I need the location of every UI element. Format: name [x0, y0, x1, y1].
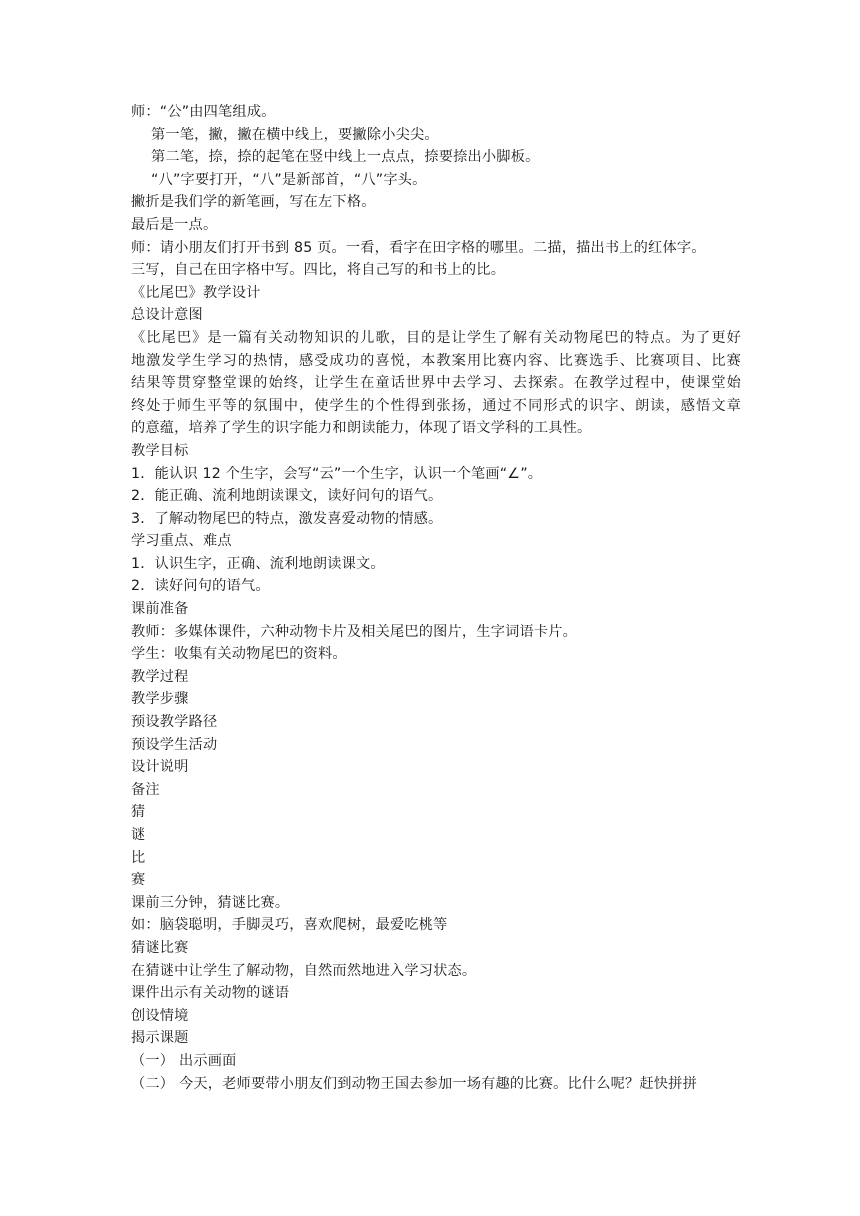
table-header-cell: 预设学生活动	[131, 736, 218, 753]
section-heading: 学习重点、难点	[131, 533, 232, 550]
list-item: 3．了解动物尾巴的特点，激发喜爱动物的情感。	[131, 510, 443, 527]
section-heading: 教学目标	[131, 442, 189, 459]
paragraph-line: 终处于师生平等的氛围中，使学生的个性得到张扬，通过不同形式的识字、朗读，感悟文章	[131, 397, 741, 414]
table-cell: 赛	[131, 872, 146, 889]
text-line: 三写，自己在田字格中写。四比，将自己写的和书上的比。	[131, 262, 506, 279]
text-line: 最后是一点。	[131, 216, 218, 233]
list-item: 2．读好问句的语气。	[131, 578, 270, 595]
paragraph-line: 地激发学生学习的热情，感受成功的喜悦，本教案用比赛内容、比赛选手、比赛项目、比赛	[131, 352, 741, 369]
paragraph-line: 的意蕴，培养了学生的识字能力和朗读能力，体现了语文学科的工具性。	[131, 420, 592, 437]
text-line: 第一笔，撇，撇在横中线上，要撇除小尖尖。	[151, 126, 439, 143]
section-title: 《比尾巴》教学设计	[131, 284, 261, 301]
design-intent-paragraph	[131, 327, 741, 440]
ordered-item	[131, 1050, 741, 1073]
table-header-cell: 备注	[131, 781, 160, 798]
ordered-marker: （一）	[131, 1052, 175, 1069]
document-body	[131, 101, 741, 1095]
list-item: 1．能认识 12 个生字，会写“云”一个生字，认识一个笔画“∠”。	[131, 465, 543, 482]
table-cell: 猜	[131, 804, 146, 821]
table-cell: 创设情境	[131, 1007, 189, 1024]
text-line: 学生：收集有关动物尾巴的资料。	[131, 646, 347, 663]
table-cell: 谜	[131, 827, 146, 843]
ordered-text: 今天，老师要带小朋友们到动物王国去参加一场有趣的比赛。比什么呢？赶快拼拼	[179, 1075, 697, 1092]
text-line: 第二笔，捺，捺的起笔在竖中线上一点点，捺要捺出小脚板。	[151, 149, 540, 166]
ordered-marker: （二）	[131, 1075, 175, 1092]
ordered-item	[131, 1073, 741, 1096]
text-line: 教师：多媒体课件，六种动物卡片及相关尾巴的图片，生字词语卡片。	[131, 623, 578, 640]
text-line: 师：请小朋友们打开书到 85 页。一看，看字在田字格的哪里。二描，描出书上的红体字。	[131, 239, 706, 256]
table-header-cell: 预设教学路径	[131, 714, 218, 731]
ordered-text: 出示画面	[179, 1052, 237, 1069]
paragraph-line: 《比尾巴》是一篇有关动物知识的儿歌，目的是让学生了解有关动物尾巴的特点。为了更好	[131, 329, 741, 346]
text-line: 师：“公”由四笔组成。	[131, 104, 276, 120]
text-line: 撇折是我们学的新笔画，写在左下格。	[131, 194, 376, 211]
table-cell: 比	[131, 849, 146, 866]
list-item: 2．能正确、流利地朗读课文，读好问句的语气。	[131, 488, 443, 505]
paragraph-line: 结果等贯穿整堂课的始终，让学生在童话世界中去学习、去探索。在教学过程中，使课堂始	[131, 375, 741, 392]
text-line: “八”字要打开，“八”是新部首，“八”字头。	[151, 171, 427, 188]
table-cell: 如：脑袋聪明，手脚灵巧，喜欢爬树，最爱吃桃等	[131, 917, 448, 934]
table-cell: 课前三分钟，猜谜比赛。	[131, 894, 290, 911]
section-heading: 总设计意图	[131, 307, 203, 324]
table-header-cell: 教学步骤	[131, 691, 189, 708]
section-heading: 课前准备	[131, 601, 189, 618]
table-cell: 揭示课题	[131, 1030, 189, 1047]
section-heading: 教学过程	[131, 668, 189, 685]
table-cell: 课件出示有关动物的谜语	[131, 985, 290, 1002]
table-cell: 在猜谜中让学生了解动物，自然而然地进入学习状态。	[131, 962, 477, 979]
table-cell: 猜谜比赛	[131, 939, 189, 956]
table-header-cell: 设计说明	[131, 759, 189, 776]
list-item: 1．认识生字，正确、流利地朗读课文。	[131, 555, 385, 572]
